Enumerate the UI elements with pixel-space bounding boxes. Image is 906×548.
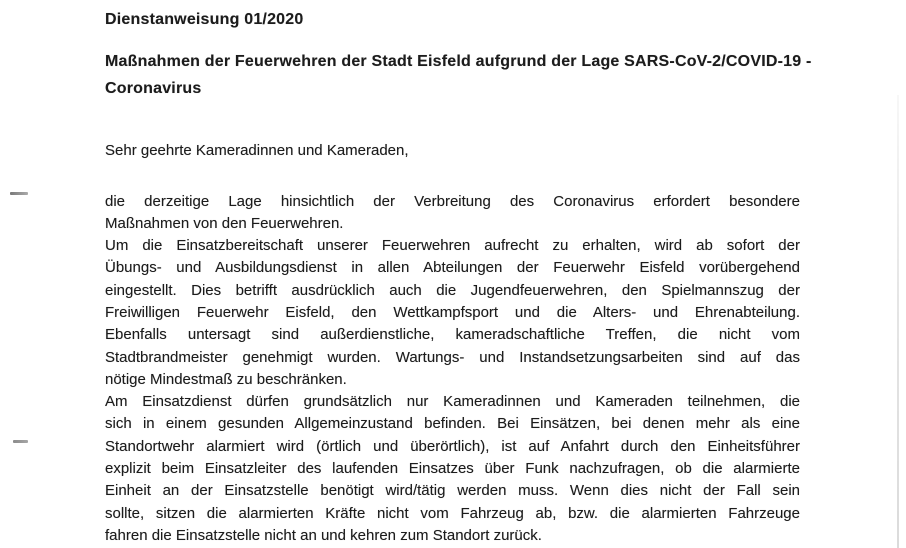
body-line: explizit beim Einsatzleiter des laufenden Einsatzes über Funk nachzufragen, ob die alarmierte	[105, 460, 800, 478]
body-line: Am Einsatzdienst dürfen grundsätzlich nur Kameradinnen und Kameraden teilnehmen, die	[105, 393, 800, 411]
body-line: eingestellt. Dies betrifft ausdrücklich auch die Jugendfeuerwehren, den Spielmannszug der	[105, 281, 800, 299]
body-line: fahren die Einsatzstelle nicht an und kehren zum Standort zurück.	[105, 526, 542, 544]
body-line: Um die Einsatzbereitschaft unserer Feuerwehren aufrecht zu erhalten, wird ab sofort der	[105, 237, 800, 255]
document-title-line-1: Maßnahmen der Feuerwehren der Stadt Eisfeld aufgrund der Lage SARS-CoV-2/COVID-19 -	[105, 53, 812, 70]
fold-mark-lower	[13, 440, 28, 443]
body-line: Stadtbrandmeister genehmigt wurden. Wartungs- und Instandsetzungsarbeiten sind auf das	[105, 348, 800, 366]
fold-mark-upper	[10, 192, 28, 195]
body-line: Standortwehr alarmiert wird (örtlich und überörtlich), ist auf Anfahrt durch den Einheitsführer	[105, 437, 800, 455]
body-line: Einheit an der Einsatzstelle benötigt wird/tätig werden muss. Wenn dies nicht der Fall sein	[105, 482, 800, 500]
body-line: Freiwilligen Feuerwehr Eisfeld, den Wettkampfsport und die Alters- und Ehrenabteilung.	[105, 303, 800, 321]
scan-edge-line	[897, 95, 899, 548]
document-body	[105, 191, 800, 548]
document-heading: Dienstanweisung 01/2020	[105, 11, 304, 28]
body-line: Maßnahmen von den Feuerwehren.	[105, 214, 344, 232]
body-line: Ebenfalls untersagt sind außerdienstliche, kameradschaftliche Treffen, die nicht vom	[105, 326, 800, 344]
body-line: sich in einem gesunden Allgemeinzustand befinden. Bei Einsätzen, bei denen mehr als eine	[105, 415, 800, 433]
body-line: die derzeitige Lage hinsichtlich der Verbreitung des Coronavirus erfordert besondere	[105, 192, 800, 210]
body-line: Übungs- und Ausbildungsdienst in allen Abteilungen der Feuerwehr Eisfeld vorübergehend	[105, 259, 800, 277]
document-title-line-2: Coronavirus	[105, 80, 202, 97]
body-line: nötige Mindestmaß zu beschränken.	[105, 370, 347, 388]
body-line: sollte, sitzen die alarmierten Kräfte nicht vom Fahrzeug ab, bzw. die alarmierten Fahrzeuge	[105, 504, 800, 522]
document-title	[105, 48, 812, 102]
salutation: Sehr geehrte Kameradinnen und Kameraden,	[105, 142, 409, 159]
